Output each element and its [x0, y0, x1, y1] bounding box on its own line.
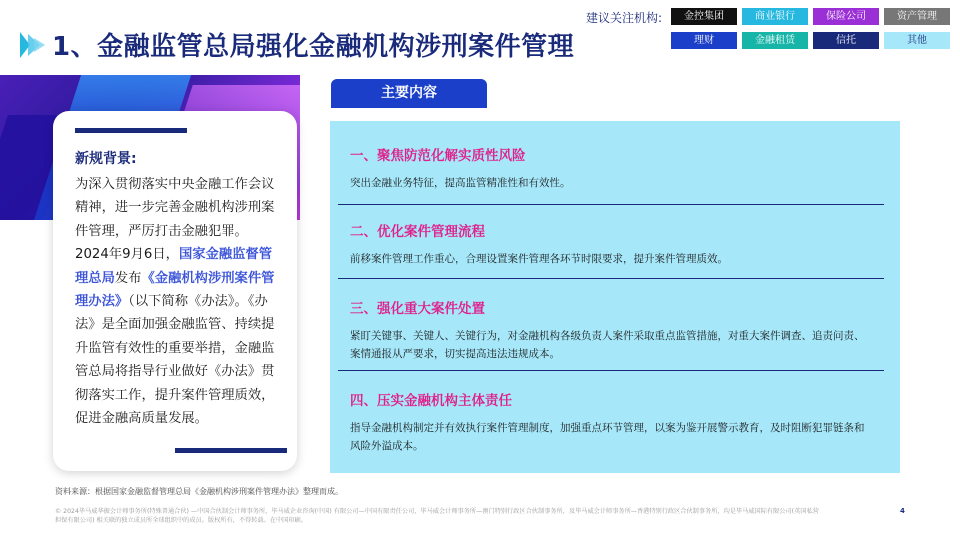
chevron-right-icon: [18, 30, 48, 60]
page-number: 4: [900, 507, 905, 515]
section-title: 一、聚焦防范化解实质性风险: [350, 148, 526, 164]
tag-financial-leasing: 金融租赁: [742, 32, 808, 49]
card-bottom-accent-bar: [175, 448, 287, 453]
card-body-part-3: （以下简称《办法》。《办法》是全面加强金融监管、持续提升监管有效性的重要举措，金融监管总局将指导行业做好《办法》贯彻落实工作，提升案件管理质效，促进金融高质量发展。: [75, 294, 275, 427]
copyright-footer: © 2024毕马威华振会计师事务所(特殊普通合伙) —中国合伙制会计师事务所，毕马威企业咨询(中国) 有限公司—中国有限责任公司，毕马威会计师事务所—澳门特别行政区合伙制事务所，及毕马威会计师事务所—香港特别行政区合伙制事务所，均是毕马威国际有限公司(英国私营担保有限公司) 相关联的独立成员所全球组织中的成员。版权所有，不得转载。在中国印刷。: [55, 508, 819, 524]
section-text: 紧盯关键事、关键人、关键行为，对金融机构各级负责人案件采取重点监管措施，对重大案件调查、追责问责、案情通报从严要求，切实提高违法违规成本。: [350, 330, 865, 360]
card-highlight-regulator: 国家金融监督管理总局: [75, 247, 273, 286]
section-title: 三、强化重大案件处置: [350, 301, 485, 317]
tag-other: 其他: [884, 32, 950, 49]
tag-insurance: 保险公司: [813, 8, 879, 25]
section-divider: [338, 278, 884, 279]
section-divider: [338, 370, 884, 371]
section-2: [350, 220, 870, 268]
section-1: [350, 144, 870, 192]
tag-trust: 信托: [813, 32, 879, 49]
section-title: 二、优化案件管理流程: [350, 224, 485, 240]
section-3: [350, 297, 870, 363]
main-content-panel: [330, 121, 900, 473]
section-divider: [338, 204, 884, 205]
background-card: [53, 111, 297, 471]
card-highlight-regulation: 《金融机构涉刑案件管理办法》: [75, 270, 275, 310]
tag-wealth-management: 理财: [671, 32, 737, 49]
card-body-part-2: 发布: [114, 270, 142, 286]
tag-financial-holding: 金控集团: [671, 8, 737, 25]
section-4: [350, 389, 870, 455]
section-text: 突出金融业务特征，提高监管精准性和有效性。: [350, 177, 571, 189]
main-content-tab: 主要内容: [331, 79, 487, 108]
page-title: 1、金融监管总局强化金融机构涉刑案件管理: [52, 32, 575, 62]
section-text: 前移案件管理工作重心，合理设置案件管理各环节时限要求，提升案件管理质效。: [350, 253, 728, 265]
source-note: 资料来源：根据国家金融监督管理总局《金融机构涉刑案件管理办法》整理而成。: [55, 487, 343, 496]
section-text: 指导金融机构制定并有效执行案件管理制度，加强重点环节管理，以案为鉴开展警示教育，及时阻断犯罪链条和风险外溢成本。: [350, 422, 865, 452]
institutions-label: 建议关注机构:: [586, 11, 663, 25]
tag-asset-management: 资产管理: [884, 8, 950, 25]
card-top-accent-bar: [75, 128, 187, 133]
section-title: 四、压实金融机构主体责任: [350, 393, 512, 409]
card-heading: 新规背景:: [75, 151, 137, 167]
card-body-part-1: 为深入贯彻落实中央金融工作会议精神，进一步完善金融机构涉刑案件管理，严厉打击金融犯罪。2024年9月6日，: [75, 177, 275, 263]
tag-commercial-bank: 商业银行: [742, 8, 808, 25]
card-body-text: [75, 173, 281, 430]
